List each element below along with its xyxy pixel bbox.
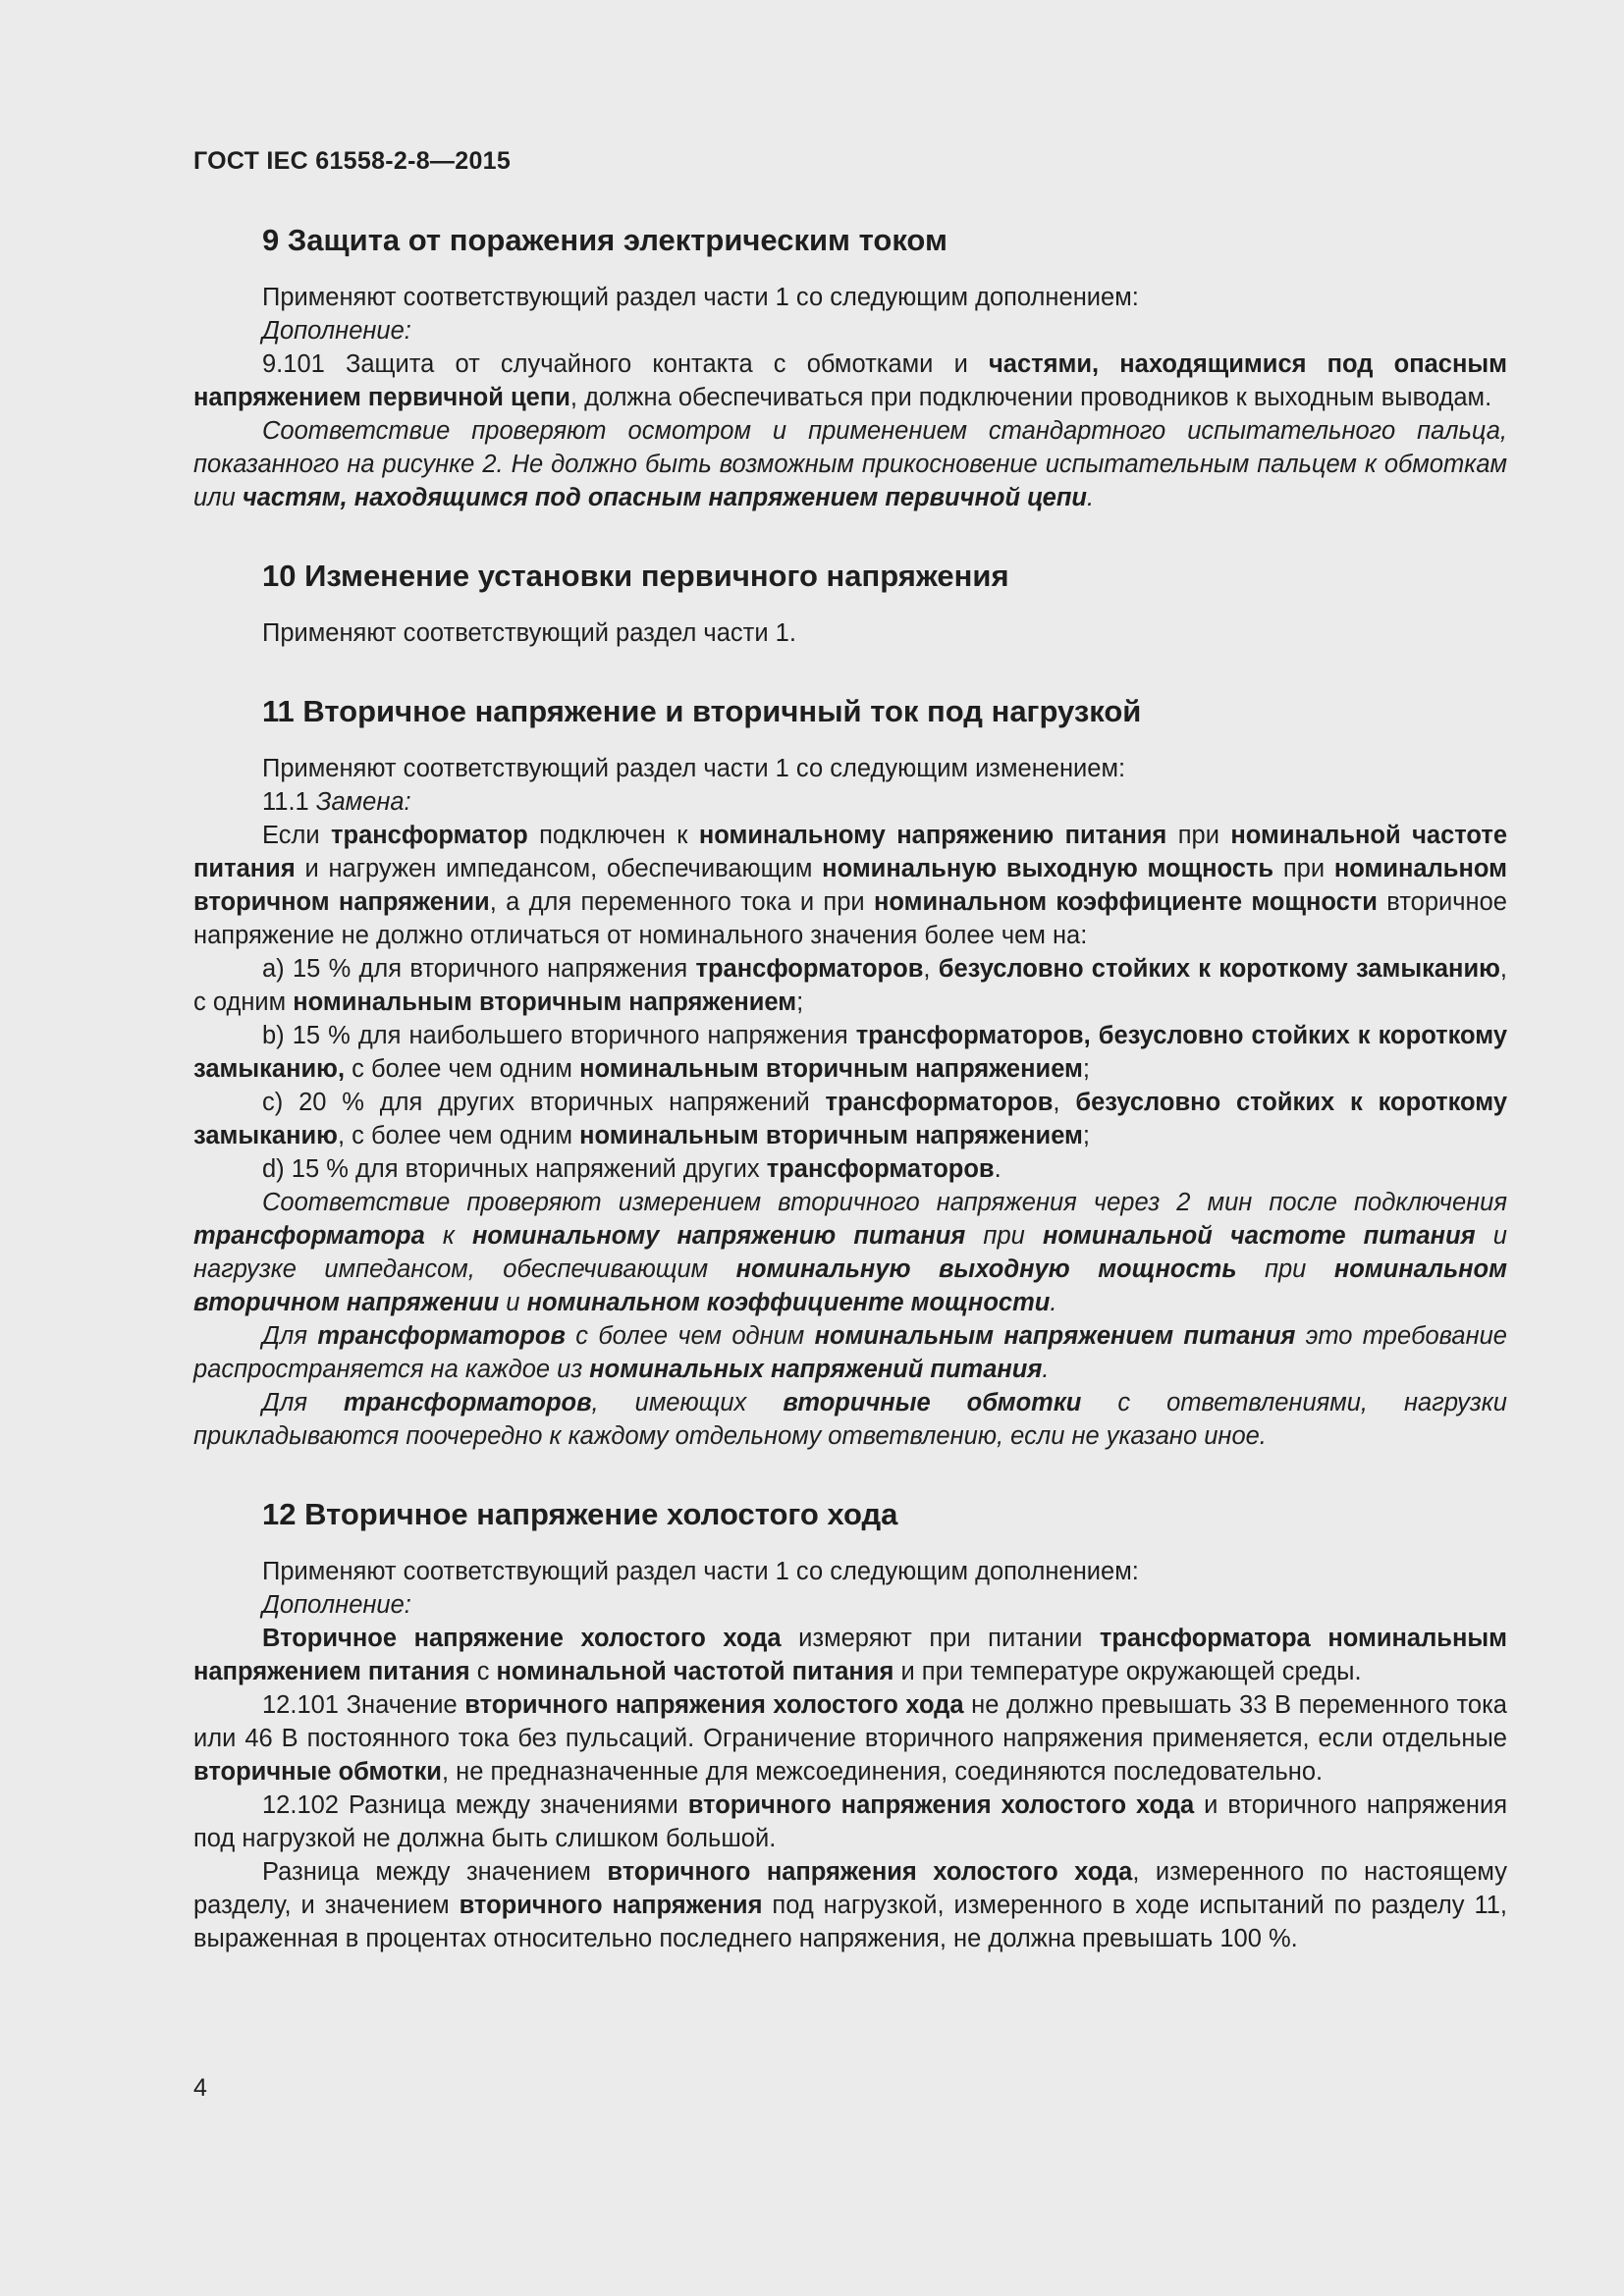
s11-item-a: a) 15 % для вторичного напряжения трансформаторов, безусловно стойких к короткому замыканию, с одним номинальным вторичным напряжением;: [193, 955, 1507, 1016]
s12-paragraph-1: Применяют соответствующий раздел части 1 со следующим дополнением:: [262, 1558, 1139, 1585]
s9-paragraph-1: Применяют соответствующий раздел части 1 со следующим дополнением:: [262, 284, 1139, 311]
s9-paragraph-4: Соответствие проверяют осмотром и применением стандартного испытательного пальца, показанного на рисунке 2. Не должно быть возможным прикосновение испытательным пальцем к обмоткам или частям, находящимся под опасным напряжением первичной цепи.: [193, 417, 1507, 511]
s11-paragraph-3: Если трансформатор подключен к номинальному напряжению питания при номинальной частоте питания и нагружен импедансом, обеспечивающим номинальную выходную мощность при номинальном вторичном напряжении, а для переменного тока и при номинальном коэффициенте мощности вторичное напряжение не должно отличаться от номинального значения более чем на:: [193, 822, 1508, 949]
s11-paragraph-6: Для трансформаторов, имеющих вторичные обмотки с ответвлениями, нагрузки прикладываются поочередно к каждому отдельному ответвлению, если не указано иное.: [193, 1389, 1507, 1450]
section-10-title: 10 Изменение установки первичного напряжения: [262, 559, 1009, 593]
s9-paragraph-2: Дополнение:: [262, 317, 411, 345]
section-9-title: 9 Защита от поражения электрическим током: [262, 223, 947, 257]
section-11-title: 11 Вторичное напряжение и вторичный ток под нагрузкой: [262, 694, 1142, 728]
s11-paragraph-5: Для трансформаторов с более чем одним номинальным напряжением питания это требование распространяется на каждое из номинальных напряжений питания.: [193, 1322, 1507, 1383]
s11-paragraph-2: 11.1 Замена:: [262, 788, 411, 816]
page-number: 4: [193, 2074, 207, 2102]
s9-paragraph-3: 9.101 Защита от случайного контакта с обмотками и частями, находящимися под опасным напряжением первичной цепи, должна обеспечиваться при подключении проводников к выходным выводам.: [193, 350, 1508, 411]
s11-item-c: c) 20 % для других вторичных напряжений трансформаторов, безусловно стойких к короткому замыканию, с более чем одним номинальным вторичным напряжением;: [193, 1089, 1507, 1149]
s11-paragraph-1: Применяют соответствующий раздел части 1 со следующим изменением:: [262, 755, 1126, 782]
s11-paragraph-4: Соответствие проверяют измерением вторичного напряжения через 2 мин после подключения трансформатора к номинальному напряжению питания при номинальной частоте питания и нагрузке импедансом, обеспечивающим номинальную выходную мощность при номинальном вторичном напряжении и номинальном коэффициенте мощности.: [193, 1189, 1507, 1316]
s12-paragraph-3: Вторичное напряжение холостого хода измеряют при питании трансформатора номинальным напряжением питания с номинальной частотой питания и при температуре окружающей среды.: [193, 1625, 1508, 1685]
document-header: ГОСТ IEC 61558-2-8—2015: [193, 147, 512, 175]
s12-paragraph-2: Дополнение:: [262, 1591, 411, 1619]
document-body: [193, 222, 1507, 1955]
s11-item-d: d) 15 % для вторичных напряжений других трансформаторов.: [262, 1155, 1001, 1183]
section-12-title: 12 Вторичное напряжение холостого хода: [262, 1497, 898, 1531]
s11-item-b: b) 15 % для наибольшего вторичного напряжения трансформаторов, безусловно стойких к короткому замыканию, с более чем одним номинальным вторичным напряжением;: [193, 1022, 1507, 1083]
s12-paragraph-4: 12.101 Значение вторичного напряжения холостого хода не должно превышать 33 В переменного тока или 46 В постоянного тока без пульсаций. Ограничение вторичного напряжения применяется, если отдельные вторичные обмотки, не предназначенные для межсоединения, соединяются последовательно.: [193, 1691, 1507, 1786]
s12-paragraph-5: 12.102 Разница между значениями вторичного напряжения холостого хода и вторичного напряжения под нагрузкой не должна быть слишком большой.: [193, 1791, 1507, 1852]
s12-paragraph-6: Разница между значением вторичного напряжения холостого хода, измеренного по настоящему разделу, и значением вторичного напряжения под нагрузкой, измеренного в ходе испытаний по разделу 11, выраженная в процентах относительно последнего напряжения, не должна превышать 100 %.: [193, 1858, 1507, 1952]
s10-paragraph-1: Применяют соответствующий раздел части 1.: [262, 619, 796, 647]
